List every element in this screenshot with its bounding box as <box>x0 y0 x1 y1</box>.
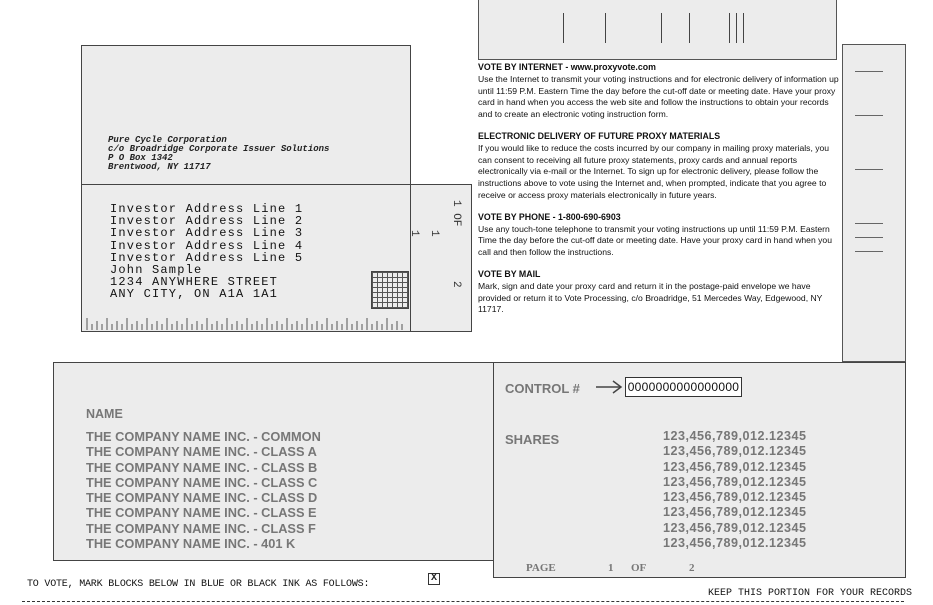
page-of: OF <box>631 562 647 574</box>
barcode-bar <box>736 13 737 43</box>
tear-line <box>22 601 904 602</box>
address-divider <box>410 184 411 332</box>
return-address-line: c/o Broadridge Corporate Issuer Solutions <box>108 144 330 154</box>
investor-address-line: Investor Address Line 5 <box>110 250 304 265</box>
share-count: 123,456,789,012.12345 <box>663 505 807 520</box>
company-name: THE COMPANY NAME INC. - CLASS B <box>86 459 318 475</box>
return-address-line: Pure Cycle Corporation <box>108 135 227 145</box>
grid-mark <box>371 271 409 309</box>
stub-line <box>855 71 883 72</box>
company-name: THE COMPANY NAME INC. - 401 K <box>86 536 296 552</box>
barcode-bar <box>729 13 730 43</box>
stub-line <box>855 251 883 252</box>
investor-address-line: Investor Address Line 3 <box>110 226 304 241</box>
barcode-window <box>478 0 837 60</box>
mail-vote-title: VOTE BY MAIL <box>478 268 541 279</box>
return-address-line: Brentwood, NY 11717 <box>108 162 211 172</box>
page-mark-vertical: 1 <box>408 230 420 237</box>
electronic-delivery-title: ELECTRONIC DELIVERY OF FUTURE PROXY MATERIALS <box>478 130 721 141</box>
company-name: THE COMPANY NAME INC. - CLASS C <box>86 474 318 490</box>
share-count: 123,456,789,012.12345 <box>663 520 807 535</box>
company-list <box>86 429 321 551</box>
investor-address <box>110 203 303 301</box>
investor-address-line: Investor Address Line 4 <box>110 238 304 253</box>
investor-address-line: Investor Address Line 1 <box>110 202 304 216</box>
company-name: THE COMPANY NAME INC. - CLASS E <box>86 505 317 521</box>
page-mark-vertical: 1 OF <box>450 200 462 227</box>
control-number: 0000000000000000 <box>625 377 742 397</box>
company-name: THE COMPANY NAME INC. - CLASS D <box>86 490 318 506</box>
company-name: THE COMPANY NAME INC. - CLASS A <box>86 444 317 460</box>
phone-vote-text: Use any touch-tone telephone to transmit your voting instructions up until 11:59 P.M. Eastern Time the day before the cut-off date or meeting date. Have your proxy card in hand when you call and then follow the instructions. <box>478 223 832 258</box>
postal-ruler <box>86 315 406 330</box>
share-count: 123,456,789,012.12345 <box>663 474 807 489</box>
mail-vote-text: Mark, sign and date your proxy card and return it in the postage-paid envelope we have provided or return it to Vote Processing, c/o Broadridge, 51 Mercedes Way, Edgewood, NY 11717. <box>478 280 823 315</box>
barcode-bar <box>605 13 606 43</box>
keep-portion-label: KEEP THIS PORTION FOR YOUR RECORDS <box>708 588 913 599</box>
investor-address-line: Investor Address Line 2 <box>110 214 304 229</box>
page-current: 1 <box>608 562 614 574</box>
vote-instruction: TO VOTE, MARK BLOCKS BELOW IN BLUE OR BLACK INK AS FOLLOWS: <box>27 579 370 590</box>
share-count: 123,456,789,012.12345 <box>663 429 807 443</box>
stub-line <box>855 115 883 116</box>
return-address-line: P O Box 1342 <box>108 153 173 163</box>
name-label: NAME <box>86 407 123 421</box>
return-address <box>108 136 329 172</box>
stub-line <box>855 237 883 238</box>
company-name: THE COMPANY NAME INC. - COMMON <box>86 429 321 444</box>
shares-list <box>663 429 807 551</box>
investor-street: 1234 ANYWHERE STREET <box>110 275 279 290</box>
control-label: CONTROL # <box>505 381 580 396</box>
share-count: 123,456,789,012.12345 <box>663 490 807 505</box>
investor-name: John Sample <box>110 263 203 278</box>
shares-label: SHARES <box>505 432 560 447</box>
barcode-bar <box>661 13 662 43</box>
internet-vote-title: VOTE BY INTERNET - www.proxyvote.com <box>478 62 656 72</box>
mark-example-checkbox: X <box>428 573 440 585</box>
share-count: 123,456,789,012.12345 <box>663 536 807 551</box>
page-label: PAGE <box>526 562 556 574</box>
barcode-bar <box>563 13 564 43</box>
page-total: 2 <box>689 562 695 574</box>
barcode-bar <box>689 13 690 43</box>
investor-city: ANY CITY, ON A1A 1A1 <box>110 287 279 302</box>
phone-vote-title: VOTE BY PHONE - 1-800-690-6903 <box>478 211 621 222</box>
page-mark-vertical: 1 <box>428 230 440 237</box>
share-count: 123,456,789,012.12345 <box>663 444 807 459</box>
stub-line <box>855 223 883 224</box>
electronic-delivery-text: If you would like to reduce the costs incurred by our company in mailing proxy materials, you can consent to receiving all future proxy statements, proxy cards and annual reports electronically via e-mail or the Internet. To sign up for electronic delivery, please follow the instructions above to vote using the Internet and, when prompted, indicate that you agree to receive or access proxy materials electronically in future years. <box>478 142 830 200</box>
right-stub <box>842 44 906 362</box>
voting-instructions <box>478 62 840 326</box>
arrow-right-icon <box>594 378 624 396</box>
barcode-bar <box>743 13 744 43</box>
page-mark-vertical: 2 <box>450 281 462 288</box>
share-count: 123,456,789,012.12345 <box>663 459 807 474</box>
company-name: THE COMPANY NAME INC. - CLASS F <box>86 520 316 536</box>
stub-line <box>855 169 883 170</box>
internet-vote-text: Use the Internet to transmit your voting instructions and for electronic delivery of information up until 11:59 P.M. Eastern Time the day before the cut-off date or meeting date. Have your proxy card in hand when you access the web site and follow the instructions to obtain your records and to create an electronic voting instruction form. <box>478 73 839 120</box>
